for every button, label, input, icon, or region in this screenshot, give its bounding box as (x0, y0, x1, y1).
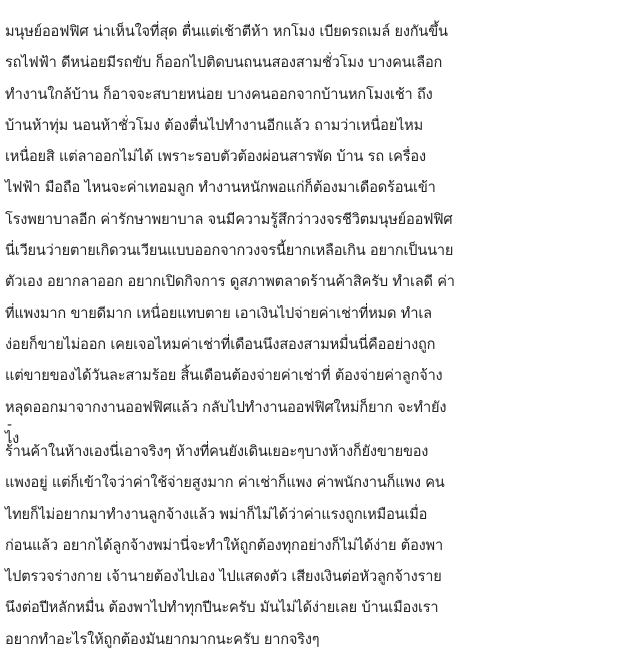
paragraph-line: มนุษย์ออฟฟิศ น่าเห็นใจที่สุด ตื่นแต่เช้าตีห้า หกโมง เบียดรถเมล์ ยงกันขึ้น (5, 23, 448, 40)
paragraph-line: หลุดออกมาจากงานออฟฟิศแล้ว กลับไปทำงานออฟฟิศใหม่ก็ยาก จะทำยัง (5, 398, 447, 416)
paragraph-line: รถไฟฟ้า ดีหน่อยมีรถขับ ก็ออกไปติดบนถนนสองสามชั่วโมง บางคนเลือก (5, 54, 443, 72)
paragraph-line: แต่ขายของได้วันละสามร้อย สิ้นเดือนต้องจ่ายค่าเช่าที่ ต้องจ่ายค่าลูกจ้าง (5, 367, 443, 385)
post-paragraph-2 (5, 436, 445, 655)
paragraph-line: แพงอยู่ แต่ก็เข้าใจว่าค่าใช้จ่ายสูงมาก ค่าเช่าก็แพง ค่าพนักงานก็แพง คน (5, 474, 445, 492)
paragraph-line: ไทยก็ไม่อยากมาทำงานลูกจ้างแล้ว พม่าก็ไม่ได้ว่าค่าแรงถูกเหมือนเมื่อ (5, 505, 428, 523)
paragraph-line: ที่แพงมาก ขายดีมาก เหนื่อยแทบตาย เอาเงินไปจ่ายค่าเช่าที่หมด ทำเล (5, 304, 432, 322)
paragraph-line: ก่อนแล้ว อยากได้ลูกจ้างพม่านี่จะทำให้ถูกต้องทุกอย่างก็ไม่ได้ง่าย ต้องพา (5, 536, 443, 554)
paragraph-line: อยากทำอะไรให้ถูกต้องมันยากมากนะครับ ยากจริงๆ (5, 630, 320, 648)
paragraph-line: ไฟฟ้า มือถือ ไหนจะค่าเทอมลูก ทำงานหนักพอแก่ก็ต้องมาเดือดร้อนเข้า (5, 179, 436, 197)
paragraph-separator: - (7, 417, 12, 433)
paragraph-line: เหนื่อยสิ แต่ลาออกไม่ได้ เพราะรอบตัวต้องผ่อนสารพัด บ้าน รถ เครื่อง (5, 148, 426, 166)
paragraph-line: ง่อยก็ขายไม่ออก เคยเจอไหมค่าเช่าที่เดือนนึงสองสามหมื่นนี่คืออย่างถูก (5, 335, 436, 353)
paragraph-line: ไปตรวจร่างกาย เจ้านายต้องไปเอง ไปแสดงตัว เสียงเงินต่อหัวลูกจ้างราย (5, 568, 442, 586)
paragraph-line: นี่เวียนว่ายตายเกิดวนเวียนแบบออกจากวงจรนี้ยากเหลือเกิน อยากเป็นนาย (5, 242, 454, 260)
paragraph-line: ไง (5, 429, 20, 447)
paragraph-line: ทำงานใกล้บ้าน ก็อาจจะสบายหน่อย บางคนออกจากบ้านหกโมงเช้า ถึง (5, 85, 433, 103)
paragraph-line: โรงพยาบาลอีก ค่ารักษาพยาบาล จนมีความรู้สึกว่าวงจรชีวิตมนุษย์ออฟฟิศ (5, 210, 453, 228)
paragraph-line: ร้านค้าในห้างเองนี่เอาจริงๆ ห้างที่คนยังเดินเยอะๆบางห้างก็ยังขายของ (5, 443, 429, 460)
paragraph-line: บ้านห้าทุ่ม นอนห้าชั่วโมง ต้องตื่นไปทำงานอีกแล้ว ถามว่าเหนื่อยไหม (5, 116, 424, 134)
post-paragraph-1 (5, 16, 455, 454)
paragraph-line: นึงต่อปีหลักหมื่น ต้องพาไปทำทุกปีนะครับ มันไม่ได้ง่ายเลย บ้านเมืองเรา (5, 599, 439, 617)
paragraph-line: ตัวเอง อยากลาออก อยากเปิดกิจการ ดูสภาพตลาดร้านค้าสิครับ ทำเลดี ค่า (5, 273, 455, 291)
